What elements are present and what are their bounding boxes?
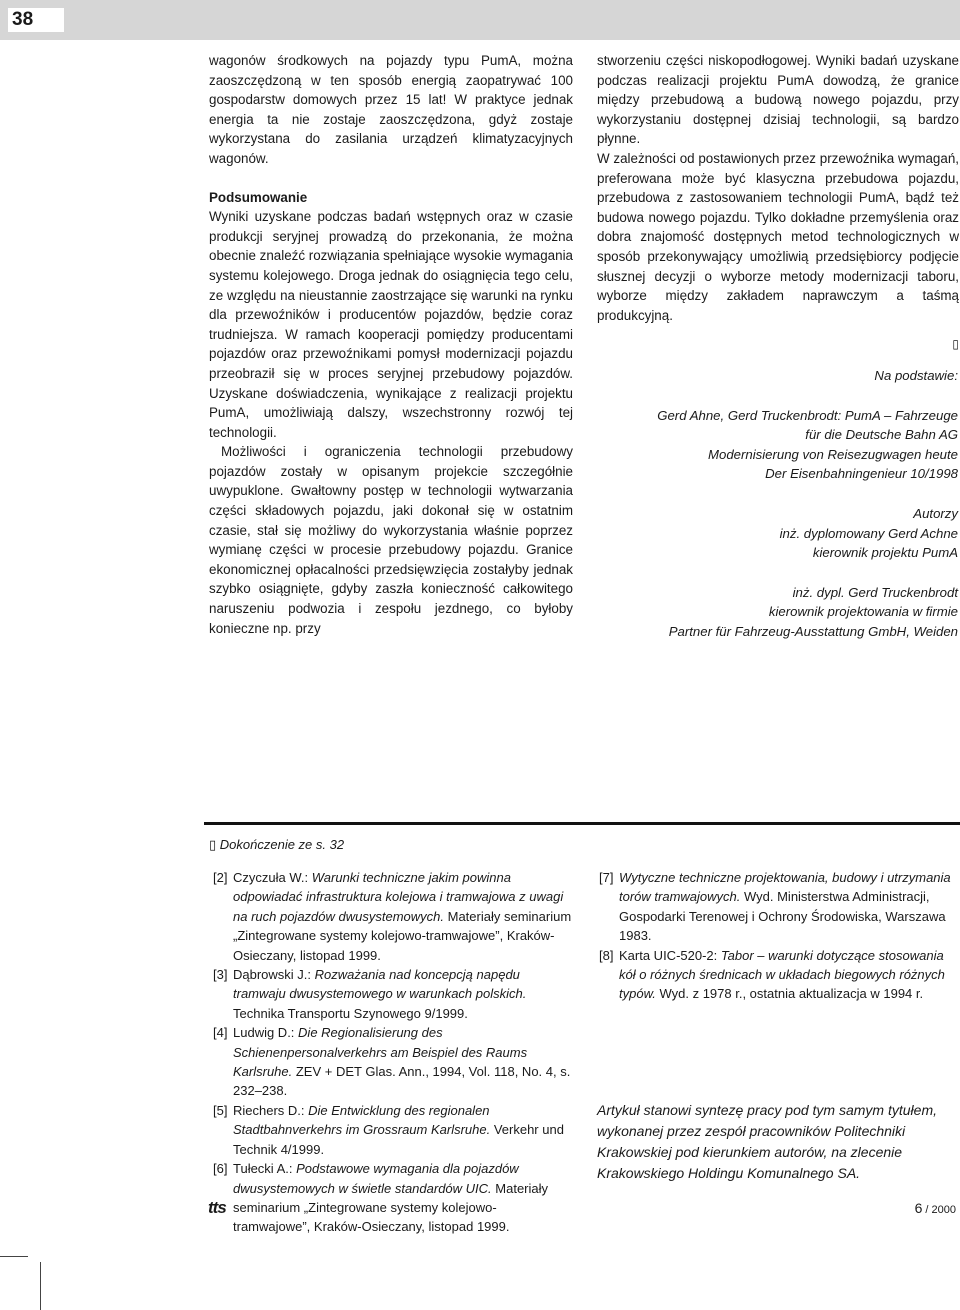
- issue-number: 6 / 2000: [914, 1200, 956, 1216]
- paragraph: W zależności od postawionych przez przewoźnika wymagań, preferowana może być klasyczna przebudowa pojazdu, przebudowa z zastosowaniem technologii PumA, bądź też budowa nowego pojazdu. Tylko dokładne przemyślenia oraz dobra znajomość dostępnych metod technologicznych w sposób przekonywający umożliwią przedsiębiorcy podjęcie słusznej decyzji o wyborze metody modernizacji taboru, wyborze między zakładem naprawczym a taśmą produkcyjną.: [597, 150, 959, 323]
- authors-label: Autorzy: [913, 505, 958, 521]
- paragraph: Możliwości i ograniczenia technologii przebudowy pojazdów zostały w opisanym projekcie szczegółnie uwypuklone. Gwałtowny postęp w technologii wytwarzania części składowych pojazdu, jaki dokonał się w ostatnim czasie, stał się możliwy do wykorzystania właśnie poprzez wymianę części w procesie przebudowy pojazdu. Granice ekonomicznej opłacalności przedsięwzięcia zostałyby jednak szybko osiągnięte, gdyby zaszła konieczność całkowitego naruszeniu podwozia i zespołu jezdnego, co byłoby konieczne np. przy: [209, 444, 573, 636]
- end-of-article-icon: ▯: [952, 337, 959, 352]
- section-heading: Podsumowanie: [209, 189, 308, 205]
- continuation-note: [209, 836, 344, 854]
- source-line: Der Eisenbahningenieur 10/1998: [765, 466, 958, 482]
- reference-item: [5] Riechers D.: Die Entwicklung des regionalen Stadtbahnverkehrs im Grossraum Karlsruhe. Verkehr und Technik 4/1999.: [213, 1102, 564, 1157]
- author-role: kierownik projektowania w firmie: [768, 604, 958, 620]
- crop-mark: [0, 1256, 28, 1257]
- reference-item: [2] Czyczuła W.: Warunki techniczne jakim powinna odpowiadać infrastruktura kolejowa i tramwajowa z uwagi na ruch pojazdów dwusystemowych. Materiały seminarium „Zintegrowane systemy kolejowo-tramwajowe”, Kraków-Osieczany, listopad 1999.: [213, 870, 572, 963]
- reference-item: [3] Dąbrowski J.: Rozważania nad koncepcją napędu tramwaju dwusystemowego w warunkach polskich. Technika Transportu Szynowego 9/1999.: [213, 967, 527, 1021]
- author-name: inż. dyplomowany Gerd Achne: [779, 525, 958, 541]
- reference-item: [7] Wytyczne techniczne projektowania, budowy i utrzymania torów tramwajowych. Wyd. Ministerstwa Administracji, Gospodarki Terenowej i Ochrony Środowiska, Warszawa 1983.: [599, 870, 951, 944]
- left-column: [209, 51, 573, 638]
- author-role: kierownik projektu PumA: [812, 545, 958, 561]
- author-name: inż. dypl. Gerd Truckenbrodt: [792, 584, 958, 600]
- credits-block: [578, 366, 958, 642]
- source-label: Na podstawie:: [874, 368, 958, 383]
- page-number: 38: [8, 8, 64, 32]
- references-left: [213, 868, 573, 1237]
- crop-mark: [40, 1262, 41, 1310]
- continuation-mark-icon: ▯: [209, 837, 217, 852]
- reference-item: [6] Tułecki A.: Podstawowe wymagania dla pojazdów dwusystemowych w świetle standardów UIC. Materiały seminarium „Zintegrowane systemy kolejowo-tramwajowe”, Kraków-Osieczany, listopad 1999.: [213, 1161, 549, 1235]
- reference-item: [8] Karta UIC-520-2: Tabor – warunki dotyczące stosowania kół o różnych średnicach w układach biegowych różnych typów. Wyd. z 1978 r., ostatnia aktualizacja w 1994 r.: [599, 947, 945, 1002]
- source-line: für die Deutsche Bahn AG: [805, 427, 958, 443]
- references-right: [599, 868, 959, 1004]
- paragraph: Wyniki uzyskane podczas badań wstępnych oraz w czasie produkcji seryjnej prowadzą do przekonania, że można obecnie znaleźć rozwiązania spełniające wysokie wymagania systemu kolejowego. Droga jednak do osiągnięcia tego celu, ze względu na nieustannie zaostrzające się warunki na rynku dla przewoźników i producentów pojazdów, będzie coraz trudniejsza. W ramach kooperacji pomiędzy producentami pojazdów oraz przewoźnikami pomysł modernizacji pojazdu przeobraził się w proces seryjnej przebudowy pojazdów. Uzyskane doświadczenia, wynikające z realizacji projektu PumA, umożliwiają dalszy, wszechstronny rozwój tej technologii.: [209, 209, 573, 440]
- paragraph: wagonów środkowych na pojazdy typu PumA, można zaoszczędzoną w ten sposób energią zaopatrywać 100 gospodarstw domowych przez 15 lat! W praktyce jednak energia ta nie zostaje zaoszczędzona, gdyż zostaje wykorzystana do zasilania urządzeń klimatyzacyjnych wagonów.: [209, 53, 573, 166]
- page-header-bar: [0, 0, 960, 40]
- source-line: Gerd Ahne, Gerd Truckenbrodt: PumA – Fahrzeuge: [657, 407, 958, 423]
- paragraph: stworzeniu części niskopodłogowej. Wyniki badań uzyskane podczas realizacji projektu PumA dowodzą, że granice między przebudową a budową nowego pojazdu, przy wykorzystaniu dostępnej dzisiaj technologii, są bardzo płynne.: [597, 53, 959, 147]
- tts-logo: tts: [208, 1198, 226, 1217]
- continuation-text: Dokończenie ze s. 32: [219, 837, 345, 852]
- reference-item: [4] Ludwig D.: Die Regionalisierung des Schienenpersonalverkehrs am Beispiel des Raums Karlsruhe. ZEV + DET Glas. Ann., 1994, Vol. 118, No. 4, s. 232–238.: [213, 1025, 571, 1099]
- section-divider: [204, 822, 960, 825]
- author-company: Partner für Fahrzeug-Ausstattung GmbH, Weiden: [668, 623, 958, 639]
- article-note: Artykuł stanowi syntezę pracy pod tym samym tytułem, wykonanej przez zespół pracowników Politechniki Krakowskiej pod kierunkiem autorów, na zlecenie Krakowskiego Holdingu Komunalnego SA.: [597, 1102, 937, 1181]
- right-column: [597, 51, 959, 355]
- source-line: Modernisierung von Reisezugwagen heute: [708, 446, 958, 462]
